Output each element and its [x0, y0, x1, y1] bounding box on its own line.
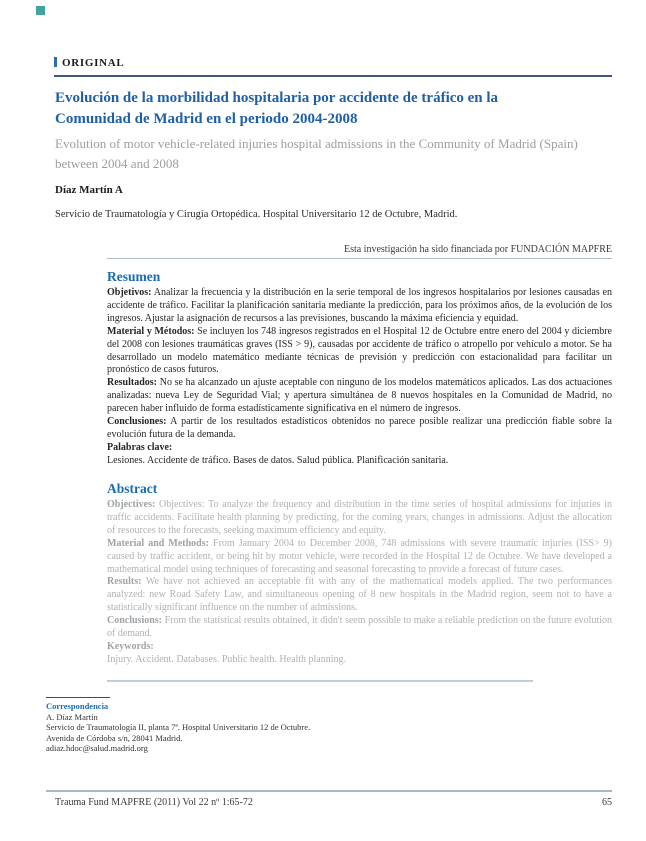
resumen-keywords: Lesiones. Accidente de tráfico. Bases de datos. Salud pública. Planificación sanitaria. — [107, 454, 449, 466]
paragraph-label: Objectives: — [107, 499, 156, 510]
author-affiliation: Servicio de Traumatología y Cirugía Ortopédica. Hospital Universitario 12 de Octubre, Madrid. — [55, 209, 458, 220]
abstract-paragraph — [107, 615, 612, 641]
paragraph-label: Material and Methods: — [107, 537, 209, 549]
abstract-paragraph — [107, 576, 612, 615]
paragraph-text: Se incluyen los 748 ingresos registrados en el Hospital 12 de Octubre entre enero del 2004 y diciembre del 2008 con lesiones traumáticas graves (ISS > 9), causadas por accidente de tráfico o atropello por vehículo a motor. Se ha desarrollado un modelo matemático mediante técnicas de previsión y predicción con estacionalidad para facilitar un pronóstico de casos futuros. — [107, 325, 612, 376]
correspondence-block — [46, 697, 310, 754]
paragraph-text: We have not achieved an acceptable fit with any of the mathematical models applied. The two performances analyzed: new Road Safety Law, and simultaneous opening of 8 new hospitals in the Madrid region, seem not to have a statistically significant influence on the number of admissions. — [107, 576, 612, 614]
abstract-keywords: Injury. Accident. Databases. Public health. Health planning. — [107, 653, 347, 665]
section-label: ORIGINAL — [62, 57, 125, 69]
correspondence-line: adiaz.hdoc@salud.madrid.org — [46, 743, 148, 753]
correspondence-heading: Correspondencia — [46, 701, 109, 711]
author-name: Díaz Martín A — [55, 184, 123, 196]
resumen-keywords-label: Palabras clave: — [107, 441, 173, 453]
abstract-section — [107, 481, 612, 667]
journal-citation: Trauma Fund MAPFRE (2011) Vol 22 nº 1:65-72 — [55, 797, 253, 808]
page-footer — [55, 797, 612, 808]
paragraph-text: From the statistical results obtained, it didn't seem possible to make a reliable prediction on the future evolution of demand. — [107, 615, 612, 640]
paragraph-text: No se ha alcanzado un ajuste aceptable con ninguno de los modelos matemáticos aplicados. Las dos actuaciones analizadas: nueva Ley de Seguridad Vial; y apertura simultánea de 8 nuevos hospitales en la Comunidad de Madrid, no parecen haber influido de forma estadísticamente significativa en el número de ingresos. — [107, 377, 612, 415]
paragraph-text: Analizar la frecuencia y la distribución en la serie temporal de los ingresos hospitalarios por lesiones causadas en accidente de tráfico. Facilitar la planificación sanitaria mediante la predicción, para los próximos años, de la evolución de los ingresos. Ajustar la asignación de recursos a las previsiones, buscando la máxima eficiencia y equidad. — [107, 287, 612, 324]
abstract-keywords-label: Keywords: — [107, 640, 154, 652]
paragraph-label: Conclusiones: — [107, 416, 167, 428]
paragraph-label: Conclusions: — [107, 615, 163, 627]
footer-rule — [46, 790, 612, 792]
page-number: 65 — [602, 797, 612, 808]
paragraph-text: From January 2004 to December 2008, 748 admissions with severe traumatic injuries (ISS> 9) caused by traffic accident, or being hit by motor vehicle, were recorded in the Hospital 12 de Octubre. We have developed a mathematical model using techniques of forecasting and seasonal forecasting to provide a forecast of future cases. — [107, 537, 612, 575]
paragraph-label: Resultados: — [107, 377, 158, 389]
resumen-paragraph — [107, 416, 612, 442]
correspondence-line: Avenida de Córdoba s/n, 28041 Madrid. — [46, 732, 183, 743]
resumen-paragraph — [107, 287, 612, 326]
article-title-english: Evolution of motor vehicle-related injuries hospital admissions in the Community of Madrid (Spain) between 2004 and 2008 — [55, 136, 578, 171]
correspondence-rule — [46, 697, 110, 698]
paragraph-text: Objectives: To analyze the frequency and distribution in the time series of hospital admissions for injuries in traffic accidents. Facilitate health planning by predicting, for the coming years, changes in admissions. Adjust the allocation of resources to the forecasts, seeking maximum efficiency and equity. — [107, 499, 612, 536]
resumen-paragraph — [107, 326, 612, 378]
abstract-paragraph — [107, 538, 612, 577]
resumen-paragraph — [107, 377, 612, 416]
paragraph-label: Material y Métodos: — [107, 325, 195, 337]
paragraph-label: Objetivos: — [107, 287, 152, 298]
article-title-spanish: Evolución de la morbilidad hospitalaria por accidente de tráfico en la Comunidad de Madrid en el periodo 2004-2008 — [55, 90, 499, 127]
paragraph-text: A partir de los resultados estadísticos obtenidos no parece posible realizar una predicción fiable sobre la evolución futura de la demanda. — [107, 416, 612, 440]
paragraph-label: Results: — [107, 576, 142, 588]
section-marker-icon — [54, 57, 57, 67]
funding-note: Esta investigación ha sido financiada por FUNDACIÓN MAPFRE — [107, 244, 612, 259]
correspondence-lines — [46, 712, 310, 754]
corner-mark — [36, 6, 45, 15]
resumen-paragraphs — [107, 287, 612, 442]
abstract-divider-rule — [107, 680, 533, 682]
section-header — [54, 53, 612, 77]
abstract-paragraph — [107, 499, 612, 538]
resumen-heading: Resumen — [107, 269, 161, 284]
resumen-section — [107, 269, 612, 468]
correspondence-line: Servicio de Traumatología II, planta 7ª. Hospital Universitario 12 de Octubre. — [46, 722, 311, 732]
correspondence-line: A. Díaz Martín — [46, 711, 98, 722]
abstract-heading: Abstract — [107, 481, 158, 496]
abstract-paragraphs — [107, 499, 612, 641]
